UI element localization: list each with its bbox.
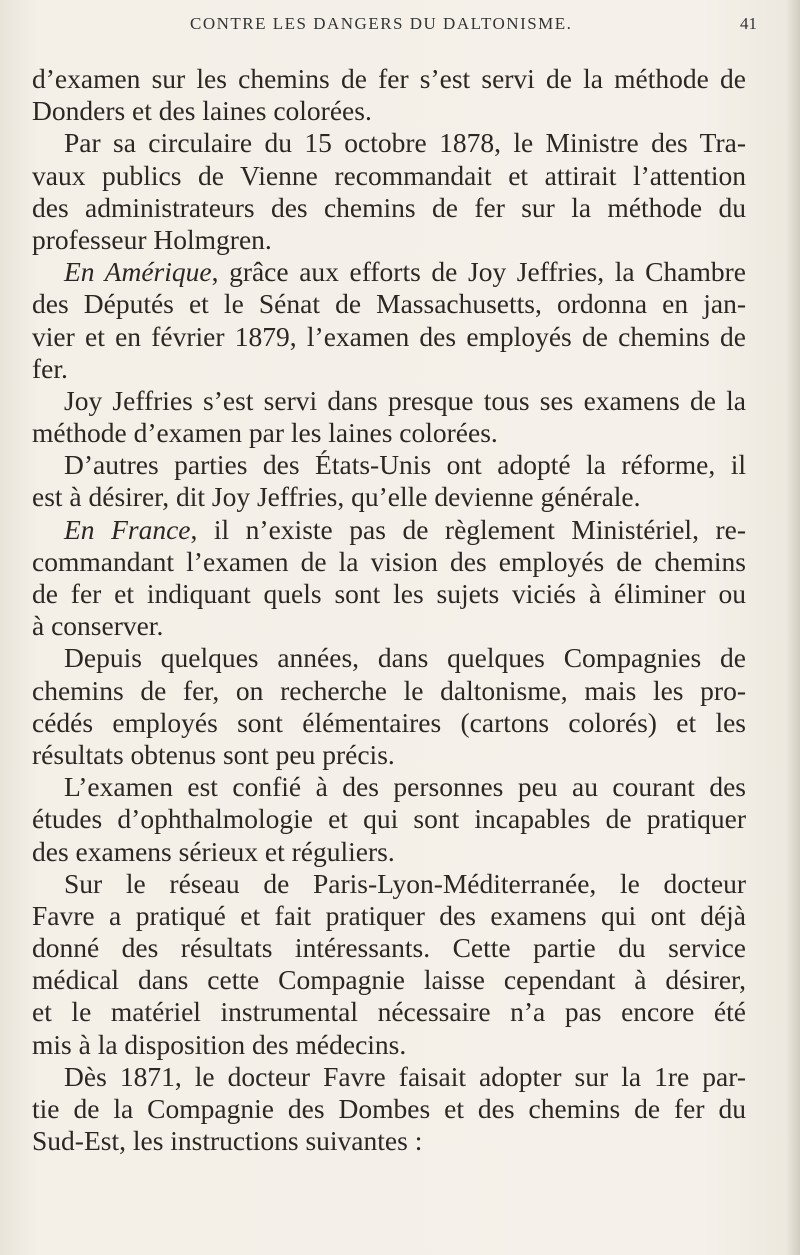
text-line: Donders et des laines colorées. (32, 95, 372, 127)
text-line: Depuis quelques années, dans quelques Compagnies de (64, 642, 746, 674)
text-line: des examens sérieux et réguliers. (32, 835, 395, 867)
text-line: vaux publics de Vienne recommandait et attirait l’attention (32, 159, 746, 191)
text-line: Sur le réseau de Paris-Lyon-Méditerranée, le docteur (64, 867, 746, 899)
text-line: cédés employés sont élémentaires (cartons colorés) et les (32, 706, 746, 738)
text-line: Dès 1871, le docteur Favre faisait adopter sur la 1re par- (64, 1060, 746, 1092)
text-line: donné des résultats intéressants. Cette partie du service (32, 932, 746, 964)
text-line: Joy Jeffries s’est servi dans presque tous ses examens de la (64, 384, 746, 416)
text-line: chemins de fer, on recherche le daltonisme, mais les pro- (32, 674, 746, 706)
text-line: professeur Holmgren. (32, 223, 272, 255)
line-rest: , il n’existe pas de règlement Ministériel, re- (190, 513, 746, 545)
text-line: des Députés et le Sénat de Massachusetts, ordonna en jan- (32, 288, 746, 320)
text-line: est à désirer, dit Joy Jeffries, qu’elle devienne générale. (32, 481, 641, 513)
text-line: méthode d’examen par les laines colorées. (32, 417, 498, 449)
text-line: tie de la Compagnie des Dombes et des chemins de fer du (32, 1093, 746, 1124)
text-line: Sud-Est, les instructions suivantes : (32, 1125, 423, 1157)
text-line: commandant l’examen de la vision des employés de chemins (32, 545, 746, 577)
page-edge-shadow (786, 0, 800, 1255)
text-line (32, 514, 746, 546)
text-line: L’examen est confié à des personnes peu au courant des (64, 771, 746, 803)
body-text (32, 63, 746, 1157)
text-line: études d’ophthalmologie et qui sont incapables de pratiquer (32, 803, 746, 835)
text-line: Favre a pratiqué et fait pratiquer des examens qui ont déjà (32, 899, 746, 931)
running-title: CONTRE LES DANGERS DU DALTONISME. (190, 14, 573, 33)
text-line: médical dans cette Compagnie laisse cependant à désirer, (32, 964, 746, 996)
text-line: mis à la disposition des médecins. (32, 1028, 407, 1060)
text-line: et le matériel instrumental nécessaire n’a pas encore été (32, 996, 746, 1028)
italic-phrase: En France (64, 513, 191, 545)
text-line: à conserver. (32, 610, 164, 642)
text-line: fer. (32, 352, 68, 384)
text-line: D’autres parties des États-Unis ont adopté la réforme, il (64, 449, 746, 481)
text-line: Par sa circulaire du 15 octobre 1878, le Ministre des Tra- (64, 127, 746, 159)
italic-phrase: En Amérique (64, 256, 212, 288)
line-rest: , grâce aux efforts de Joy Jeffries, la Chambre (211, 256, 746, 288)
text-line (32, 256, 746, 288)
text-line: des administrateurs des chemins de fer sur la méthode du (32, 191, 746, 223)
text-line: de fer et indiquant quels sont les sujets viciés à éliminer ou (32, 578, 746, 609)
text-line: vier et en février 1879, l’examen des employés de chemins de (32, 320, 746, 352)
text-line: d’examen sur les chemins de fer s’est servi de la méthode de (32, 63, 746, 94)
page-number: 41 (740, 14, 757, 33)
running-head (0, 8, 800, 48)
text-line: résultats obtenus sont peu précis. (32, 738, 395, 770)
